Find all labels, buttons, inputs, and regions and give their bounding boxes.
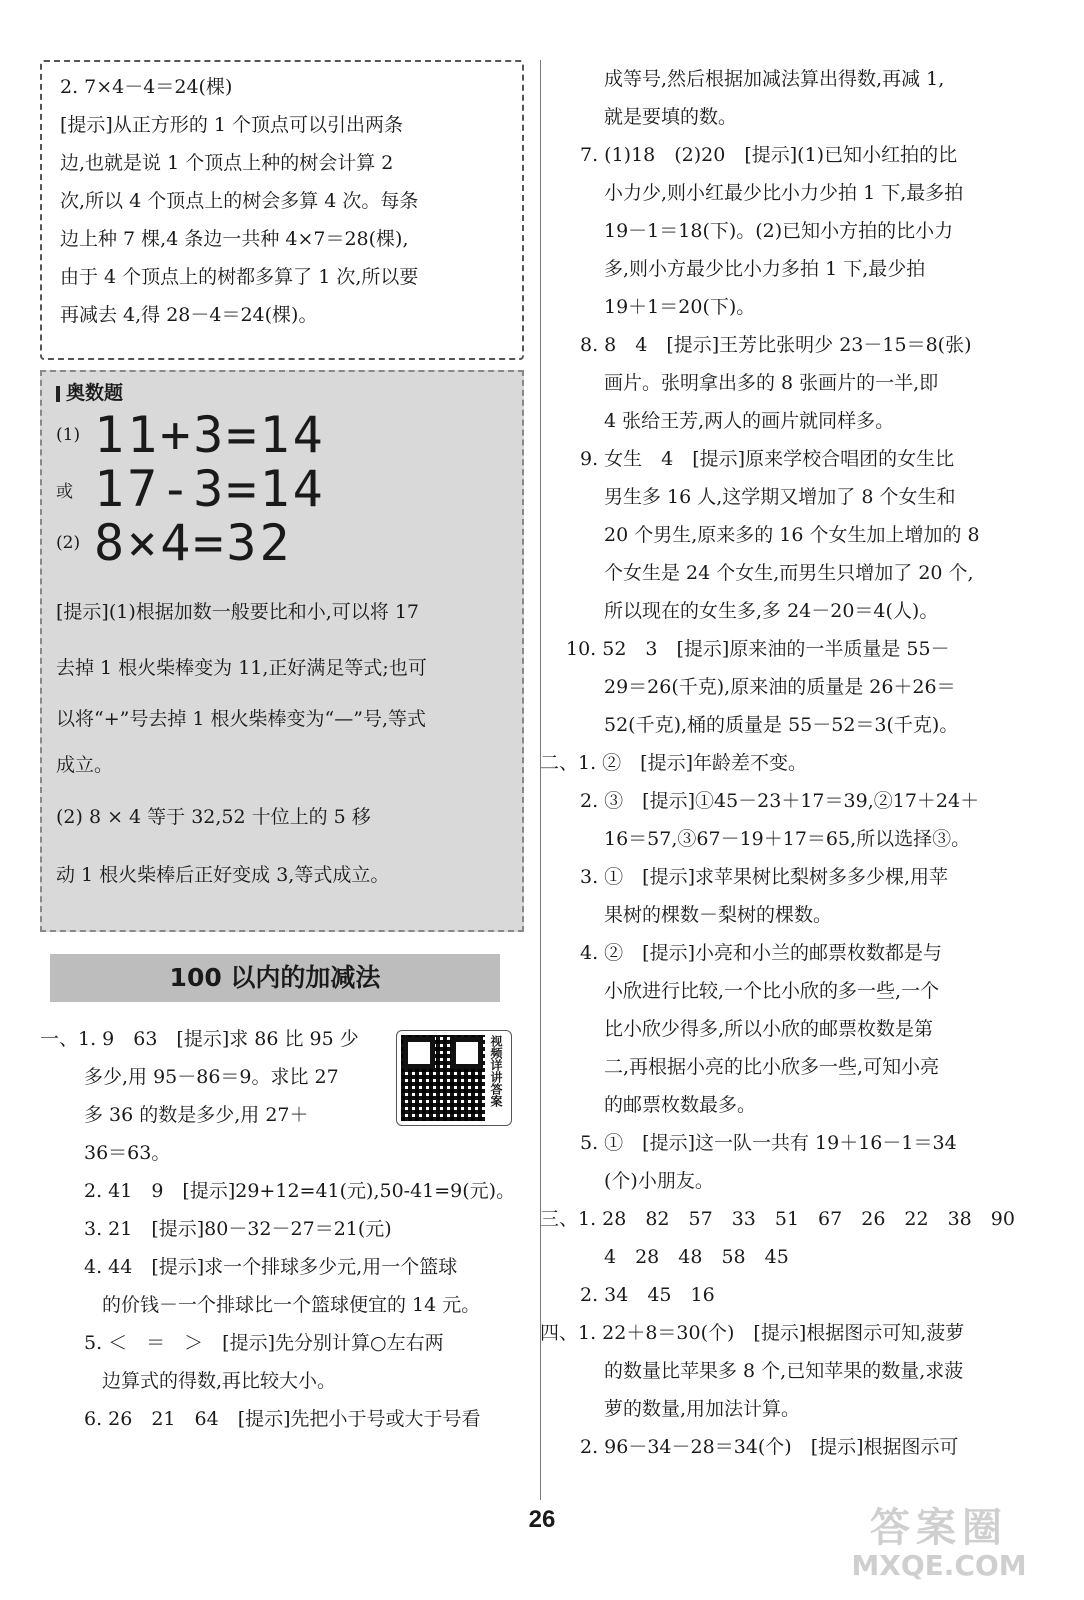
answer-line: 成等号,然后根据加减法算出得数,再减 1, bbox=[604, 68, 945, 90]
answer-box-2 bbox=[40, 60, 524, 360]
answer-line: 4 张给王芳,两人的画片就同样多。 bbox=[604, 410, 895, 432]
answer-line: 画片。张明拿出多的 8 张画片的一半,即 bbox=[604, 372, 939, 394]
matchstick-equation: 11+3=14 bbox=[94, 406, 326, 464]
qr-caption: 视频详讲答案 bbox=[489, 1035, 503, 1107]
qr-code-box[interactable] bbox=[396, 1030, 512, 1126]
answer-line: 29＝26(千克),原来油的质量是 26＋26＝ bbox=[604, 676, 956, 698]
left-column bbox=[40, 60, 524, 1438]
answer-line: 果树的棵数－梨树的棵数。 bbox=[604, 904, 833, 926]
answer-line: 边算式的得数,再比较大小。 bbox=[102, 1370, 337, 1392]
answer-line: 的数量比苹果多 8 个,已知苹果的数量,求菠 bbox=[604, 1360, 964, 1382]
answer-line: 二、1. ② [提示]年龄差不变。 bbox=[540, 752, 807, 774]
watermark-logo bbox=[814, 1506, 1064, 1586]
answer-line: 36＝63。 bbox=[84, 1142, 171, 1164]
answer-line: 16＝57,③67－19＋17＝65,所以选择③。 bbox=[604, 828, 971, 850]
watermark-cn: 答案圈 bbox=[870, 1505, 1008, 1551]
answer-line: 2. 96－34－28＝34(个) [提示]根据图示可 bbox=[580, 1436, 959, 1458]
matchstick-equation: 8×4=32 bbox=[94, 514, 293, 572]
hint-line: 以将“+”号去掉 1 根火柴棒变为“—”号,等式 bbox=[56, 708, 426, 730]
answer-line: 所以现在的女生多,多 24－20＝4(人)。 bbox=[604, 600, 939, 622]
hint-line: [提示](1)根据加数一般要比和小,可以将 17 bbox=[56, 601, 419, 623]
watermark-en: MXQE.COM bbox=[851, 1549, 1027, 1582]
text-line: 由于 4 个顶点上的树都多算了 1 次,所以要 bbox=[60, 266, 419, 288]
answer-line: (个)小朋友。 bbox=[604, 1170, 714, 1192]
answer-line: 2. ③ [提示]①45－23＋17＝39,②17＋24＋ bbox=[580, 790, 980, 812]
text-line: 边上种 7 棵,4 条边一共种 4×7＝28(棵), bbox=[60, 228, 409, 250]
answer-line: 小欣进行比较,一个比小欣的多一些,一个 bbox=[604, 980, 940, 1002]
answer-line: 比小欣少得多,所以小欣的邮票枚数是第 bbox=[604, 1018, 934, 1040]
olympic-math-box bbox=[40, 370, 524, 932]
text-line: 2. 7×4－4＝24(棵) bbox=[60, 76, 233, 98]
answer-line: 4. ② [提示]小亮和小兰的邮票枚数都是与 bbox=[580, 942, 942, 964]
answer-line: 2. 41 9 [提示]29+12=41(元),50-41=9(元)。 bbox=[84, 1180, 516, 1202]
answer-line: 5. ① [提示]这一队一共有 19＋16－1＝34 bbox=[580, 1132, 957, 1154]
answer-line: 52(千克),桶的质量是 55－52＝3(千克)。 bbox=[604, 714, 959, 736]
answer-line: 9. 女生 4 [提示]原来学校合唱团的女生比 bbox=[580, 448, 955, 470]
answer-line: 多,则小方最少比小力多拍 1 下,最少拍 bbox=[604, 258, 926, 280]
matchstick-equation-2: (2) 8×4=32 bbox=[56, 514, 293, 572]
matchstick-equation: 17-3=14 bbox=[94, 460, 326, 518]
answer-line: 19＋1＝20(下)。 bbox=[604, 296, 756, 318]
answer-line: 3. ① [提示]求苹果树比梨树多多少棵,用苹 bbox=[580, 866, 949, 888]
olympic-title: 奥数题 bbox=[56, 378, 508, 408]
answer-line: 三、1. 28 82 57 33 51 67 26 22 38 90 bbox=[540, 1208, 1015, 1230]
hint-line: 去掉 1 根火柴棒变为 11,正好满足等式;也可 bbox=[56, 657, 427, 679]
answer-line: 2. 34 45 16 bbox=[580, 1284, 715, 1306]
answer-line: 个女生是 24 个女生,而男生只增加了 20 个, bbox=[604, 562, 974, 584]
answer-line: 19－1＝18(下)。(2)已知小方拍的比小力 bbox=[604, 220, 954, 242]
answer-line: 8. 8 4 [提示]王芳比张明少 23－15＝8(张) bbox=[580, 334, 972, 356]
hint-line: 成立。 bbox=[56, 754, 114, 776]
answer-line: 多少,用 95－86＝9。求比 27 bbox=[84, 1066, 339, 1088]
answer-line: 10. 52 3 [提示]原来油的一半质量是 55－ bbox=[566, 638, 950, 660]
answer-line: 4 28 48 58 45 bbox=[604, 1246, 789, 1268]
answer-line: 的价钱－一个排球比一个篮球便宜的 14 元。 bbox=[102, 1294, 481, 1316]
answer-line: 二,再根据小亮的比小欣多一些,可知小亮 bbox=[604, 1056, 940, 1078]
text-line: 再减去 4,得 28－4＝24(棵)。 bbox=[60, 304, 318, 326]
title-bar-icon bbox=[56, 386, 60, 402]
answer-line: 多 36 的数是多少,用 27＋ bbox=[84, 1104, 309, 1126]
answer-line: 6. 26 21 64 [提示]先把小于号或大于号看 bbox=[84, 1408, 481, 1430]
page-number: 26 bbox=[528, 1506, 556, 1533]
section-title: 100 以内的加减法 bbox=[50, 954, 500, 1002]
answer-line: 5. ＜ ＝ ＞ [提示]先分别计算○左右两 bbox=[84, 1332, 444, 1354]
answer-line: 小力少,则小红最少比小力少拍 1 下,最多拍 bbox=[604, 182, 964, 204]
answer-line: 四、1. 22＋8＝30(个) [提示]根据图示可知,菠萝 bbox=[540, 1322, 965, 1344]
matchstick-equation-1b: 或 17-3=14 bbox=[56, 460, 326, 518]
answer-line: 20 个男生,原来多的 16 个女生加上增加的 8 bbox=[604, 524, 980, 546]
text-line: 次,所以 4 个顶点上的树会多算 4 次。每条 bbox=[60, 190, 419, 212]
matchstick-equation-1: (1) 11+3=14 bbox=[56, 406, 326, 464]
answer-line: 男生多 16 人,这学期又增加了 8 个女生和 bbox=[604, 486, 956, 508]
hint-line: 动 1 根火柴棒后正好变成 3,等式成立。 bbox=[56, 864, 390, 886]
hint-line: (2) 8 × 4 等于 32,52 十位上的 5 移 bbox=[56, 806, 371, 828]
answer-line: 一、1. 9 63 [提示]求 86 比 95 少 bbox=[40, 1028, 359, 1050]
text-line: [提示]从正方形的 1 个顶点可以引出两条 bbox=[60, 114, 403, 136]
qr-code-icon[interactable] bbox=[401, 1035, 485, 1121]
answer-line: 的邮票枚数最多。 bbox=[604, 1094, 757, 1116]
answer-line: 就是要填的数。 bbox=[604, 106, 738, 128]
right-column bbox=[540, 60, 1060, 1466]
answer-line: 萝的数量,用加法计算。 bbox=[604, 1398, 801, 1420]
answer-line: 3. 21 [提示]80－32－27＝21(元) bbox=[84, 1218, 392, 1240]
answer-line: 4. 44 [提示]求一个排球多少元,用一个篮球 bbox=[84, 1256, 458, 1278]
answer-line: 7. (1)18 (2)20 [提示](1)已知小红拍的比 bbox=[580, 144, 958, 166]
text-line: 边,也就是说 1 个顶点上种的树会计算 2 bbox=[60, 152, 394, 174]
